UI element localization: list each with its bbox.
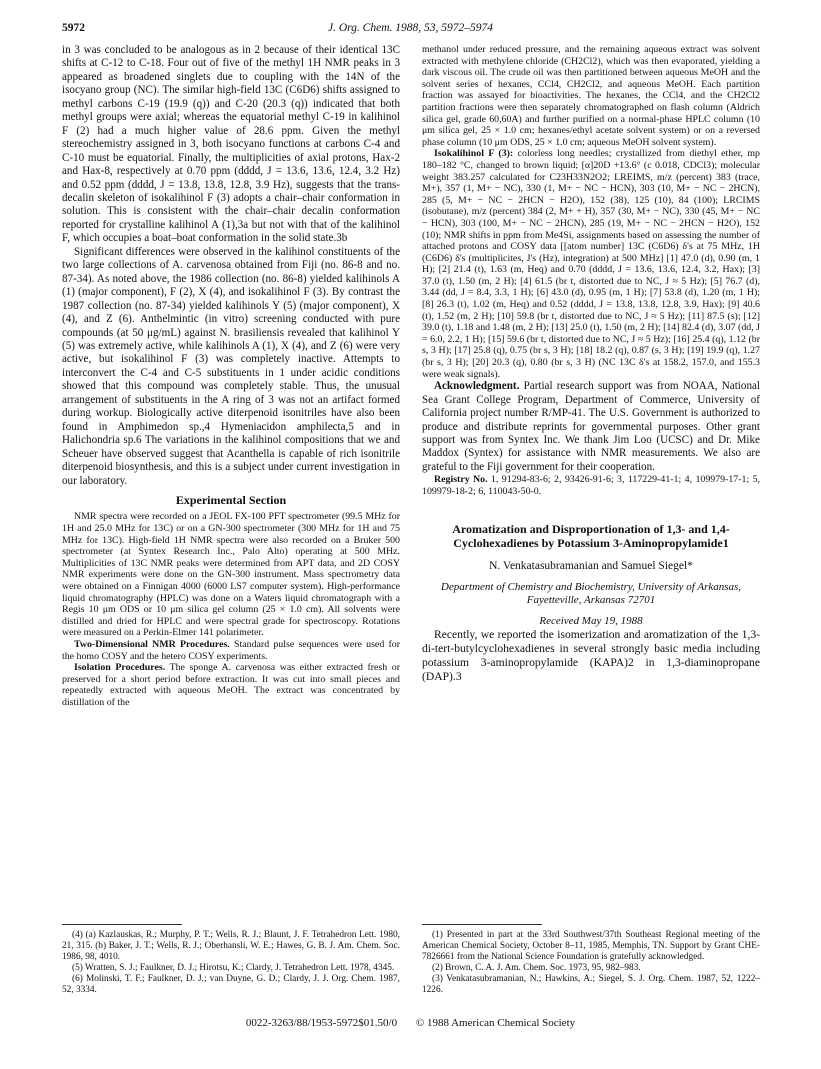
run-in-heading: Isolation Procedures.: [74, 662, 166, 674]
page-header: [62, 22, 759, 40]
publication-code: 0022-3263/88/1953-5972$01.50/0: [245, 1017, 398, 1029]
footnote-rule: [62, 924, 182, 925]
left-column: [62, 44, 400, 709]
footnote-rule: [422, 924, 542, 925]
body-paragraph: in 3 was concluded to be analogous as in 2 because of their identical 13C shifts at C-12 to C-18. Four out of five of the methyl 1H NMR peaks in 3 appeared as broadened singlets due to coupling with the 14N of the isocyano group (NC). The similar high-field 13C (C6D6) shifts assigned to methyl carbons C-19 (19.9 (q)) and C-20 (20.3 (q)) indicated that both methyl groups were axial; whereas the equatorial methyl C-19 in kalihinol F (2) had a much higher value of 28.6 ppm. Given the methyl stereochemistry assigned in 3, both isocyano functions at carbons C-4 and C-10 must be equatorial. Finally, the multiplicities of axial protons, Hax-2 and Hax-8, respectively at 0.70 ppm (dddd, J = 13.6, 13.6, 12.4, 3.2 Hz) and 0.52 ppm (dddd, J = 13.8, 13.8, 12.8, 3.9 Hz), suggests that the trans-decalin skeleton of isokalihinol F (3) adopts a chair–chair conformation in solution. This is consistent with the chair–chair decalin conformation reported for crystalline kalihinol A (1),3a but not with that of the kalihinol F, which occupies a boat–boat conformation in the solid state.3b: [62, 44, 400, 245]
experimental-paragraph: [62, 662, 400, 708]
footnotes-left: [62, 924, 400, 996]
author-affiliation: Department of Chemistry and Biochemistry, University of Arkansas, Fayetteville, Arkansas 72701: [440, 581, 742, 607]
experimental-paragraph: NMR spectra were recorded on a JEOL FX-100 PFT spectrometer (99.5 MHz for 1H and 25.0 MHz for 13C) or on a GN-300 spectrometer (300 MHz for 1H and 75 MHz for 13C). High-field 1H NMR spectra were also recorded on a Bruker 500 spectrometer (at Syntex Research Inc., Palo Alto) operating at 500 MHz. Multiplicities of 13C NMR peaks were determined from APT data, and 2D COSY NMR experiments were done on the GN-300 instrument. Mass spectrometry data were obtained on a Finnigan 4000 (6000 LS7 computer system). High-performance liquid chromatography (HPLC) was done on a Waters liquid chromatograph with a Regis 10 μm ODS or 10 μm silica gel column (25 × 1.0 cm). All solvents were distilled and dried for HPLC and were spectral grade for spectroscopy. Rotations were measured on a Perkin-Elmer 141 polarimeter.: [62, 511, 400, 639]
paragraph-text: colorless long needles; crystallized from diethyl ether, mp 180–182 °C, changed to brown liquid; [α]20D +13.6° (c 0.018, CDCl3); molecular weight 383.257 calculated for C23H33N2O2; LREIMS, m/z (percent) 383 (trace, M+), 357 (1, M+ − NC), 330 (1, M+ − NC − HCN), 303 (10, M+ − NC − 2HCN), 285 (5, M+ − NC − 2HCN − H2O), 152 (38), 125 (10), 84 (100); LRCIMS (isobutane), m/z (percent) 384 (2, M+ + H), 357 (30, M+ − NC), 330 (45, M+ − NC − HCN), 303 (100, M+ − NC − 2HCN), 285 (19, M+ − NC − 2HCN − H2O), 152 (10); NMR shifts in ppm from Me4Si, assignments based on assessing the number of attached protons and COSY data [[atom number] 13C (C6D6) δ's at 75 MHz, 1H (C6D6) δ's (multiplicites, J's (Hz), integration) at 500 MHz] [1] 47.0 (d), 0.90 (m, 1 H); [2] 21.4 (t), 1.63 (m, Heq) and 0.70 (dddd, J = 13.6, 13.6, 12.4, 3.2, Hax); [3] 37.0 (t), 1.50 (m, 2 H); [4] 61.5 (br t, distorted due to NC, J ≈ 5 Hz); [5] 76.7 (d), 3.44 (dd, J = 8.4, 3.3, 1 H); [6] 43.0 (d), 0.95 (m, 1 H); [7] 53.8 (d), 1.20 (m, 1 H); [8] 26.3 (t), 1.02 (m, Heq) and 0.52 (dddd, J = 13.8, 13.8, 12.8, 3.9, Hax); [9] 40.6 (t), 1.52 (m, 2 H); [10] 59.8 (br t, distorted due to NC, J ≈ 5 Hz); [11] 87.5 (s); [12] 39.0 (t), 1.18 and 1.48 (m, 2 H); [13] 25.0 (t), 1.50 (m, 2 H); [14] 82.4 (d), 3.07 (dd, J = 6.0, 2.2, 1 H); [15] 59.6 (br t, distorted due to NC, J ≈ 5 Hz); [16] 25.4 (q), 1.12 (br s, 3 H); [17] 25.8 (q), 0.75 (br s, 3 H); [18] 18.2 (q), 0.87 (s, 3 H); [19] 19.9 (q), 1.27 (br s, 3 H); [20] 20.3 (q), 0.80 (br s, 3 H) (NC 13C δ's at 158.2, 157.0, and 155.3 were weak signals).: [422, 148, 760, 380]
footnote: (2) Brown, C. A. J. Am. Chem. Soc. 1973, 95, 982–983.: [432, 963, 641, 973]
article-authors: N. Venkatasubramanian and Samuel Siegel*: [489, 559, 693, 572]
page-footer: [62, 1017, 759, 1029]
footnote: (5) Wratten, S. J.; Faulkner, D. J.; Hirotsu, K.; Clardy, J. Tetrahedron Lett. 1978, 4345.: [72, 963, 395, 973]
body-paragraph: Significant differences were observed in the kalihinol constituents of the two large collections of A. carvenosa obtained from Fiji (no. 86-8 and no. 87-34). As noted above, the 1986 collection (no. 86-8) yielded kalihinols A (1) (major component), F (2), X (4), and isokalihinol F (3). By contrast the 1987 collection (no. 87-34) yielded kalihinols Y (5) (major component), X (4), and Z (6). Anthelmintic (in vitro) screening conducted with pure compounds (at 50 μg/mL) against N. brasiliensis revealed that kalihinol Y (5) was extremely active, while kalihinols A (1), X (4), and Z (6) were very active, but isokalihinol F (3) was completely inactive. Attempts to interconvert the C-4 and C-5 substituents in 1 under acidic conditions showed that this compound was completely stable. Thus, the unusual arrangement of substituents in the A ring of 3 was not an artifact formed during workup. Biologically active diterpenoid isonitriles have also been found in Amphimedon sp.,4 Hymeniacidon amphilecta,5 and in Halichondria sp.6 The variations in the kalihinol compositions that we and Scheuer have observed suggest that Acanthella is capable of rich isonitrile diterpenoid biosynthesis, and this is a subject under current investigation in our laboratory.: [62, 245, 400, 487]
run-in-heading: Isokalihinol F (3):: [434, 148, 514, 160]
section-title: Experimental Section: [175, 492, 287, 507]
copyright-notice: © 1988 American Chemical Society: [415, 1017, 576, 1029]
run-in-heading: Registry No.: [434, 474, 488, 486]
intro-paragraph: Recently, we reported the isomerization and aromatization of the 1,3-di-tert-butylcyclohexadienes in several strongly basic media including potassium 3-aminopropylamide (KAPA)2 in 1,3-diaminopropane (DAP).3: [422, 628, 760, 683]
registry-numbers: [422, 474, 760, 497]
right-column: [422, 44, 760, 684]
footnote: (4) (a) Kazlauskas, R.; Murphy, P. T.; Wells, R. J.; Blaunt, J. F. Tetrahedron Lett. 1980, 21, 315. (b) Baker, J. T.; Wells, R. J.; Oberhansli, W. E.; Hawes, G. B. J. Am. Chem. Soc. 1986, 98, 4010.: [62, 930, 400, 962]
received-date: Received May 19, 1988: [539, 615, 643, 628]
paragraph-text: Partial research support was from NOAA, National Sea Grant College Program, Department of Commerce, University of California project number R/MP-41. The U.S. Government is authorized to produce and distribute reprints for governmental purposes. Other grant support was from Syntex Inc. We thank Jim Loo (UCSC) and Dr. Mike Maddox (Syntex) for assistance with NMR measurements. We also are grateful to the Fiji government for their cooperation.: [422, 380, 760, 473]
experimental-paragraph: methanol under reduced pressure, and the remaining aqueous extract was solvent extracted with methylene chloride (CH2Cl2), which was then evaporated, yielding a dark viscous oil. The crude oil was then partitioned between aqueous MeOH and the solvent series of hexanes, CCl4, CH2Cl2, and aqueous MeOH. Each partition fraction was assayed for bioactivities. The hexanes, the CCl4, and the CH2Cl2 partition fractions were then separately chromatographed on flash column (Aldrich silica gel, grade 60,60A) and further purified on a normal-phase HPLC column (10 μm silica gel, 25 × 1.0 cm; hexanes/ethyl acetate solvent system) or on a reversed phase column (10 μm ODS, 25 × 1.0 cm; aqueous MeOH solvent system).: [422, 44, 760, 148]
experimental-text: [62, 511, 400, 708]
footnote: (1) Presented in part at the 33rd Southwest/37th Southeast Regional meeting of the American Chemical Society, October 8–11, 1985, Memphis, TN. Support by Grant CHE-7826661 from the National Science Foundation is gratefully acknowledged.: [422, 930, 760, 962]
footnote: (6) Molinski, T. F.; Faulkner, D. J.; van Duyne, G. D.; Clardy, J. J. Org. Chem. 1987, 52, 3334.: [62, 974, 400, 995]
paragraph-text: The sponge A. carvenosa was either extracted fresh or preserved for a short period before extraction. It was cut into small pieces and repeatedly extracted with aqueous MeOH. The extract was concentrated by distillation of the: [62, 662, 400, 708]
paragraph-text: Standard pulse sequences were used for the homo COSY and the hetero COSY experiments.: [62, 638, 401, 662]
footnotes-right: [422, 924, 760, 996]
run-in-heading: Acknowledgment.: [434, 380, 520, 393]
experimental-paragraph: [62, 639, 400, 662]
article-title: Aromatization and Disproportionation of 1,3- and 1,4-Cyclohexadienes by Potassium 3-Aminopropylamide1: [452, 521, 730, 550]
journal-citation: J. Org. Chem. 1988, 53, 5972–5974: [327, 22, 494, 34]
footnote: (3) Venkatasubramanian, N.; Hawkins, A.; Siegel, S. J. Org. Chem. 1987, 52, 1222–1226.: [422, 974, 760, 995]
page-number: 5972: [62, 22, 85, 34]
compound-data-paragraph: [422, 148, 760, 380]
paragraph-text: 1, 91294-83-6; 2, 93426-91-6; 3, 117229-41-1; 4, 109979-17-1; 5, 109979-18-2; 6, 110043-50-0.: [422, 474, 761, 497]
acknowledgment: [422, 380, 760, 474]
experimental-text-continued: [422, 44, 760, 380]
run-in-heading: Two-Dimensional NMR Procedures.: [74, 638, 230, 650]
